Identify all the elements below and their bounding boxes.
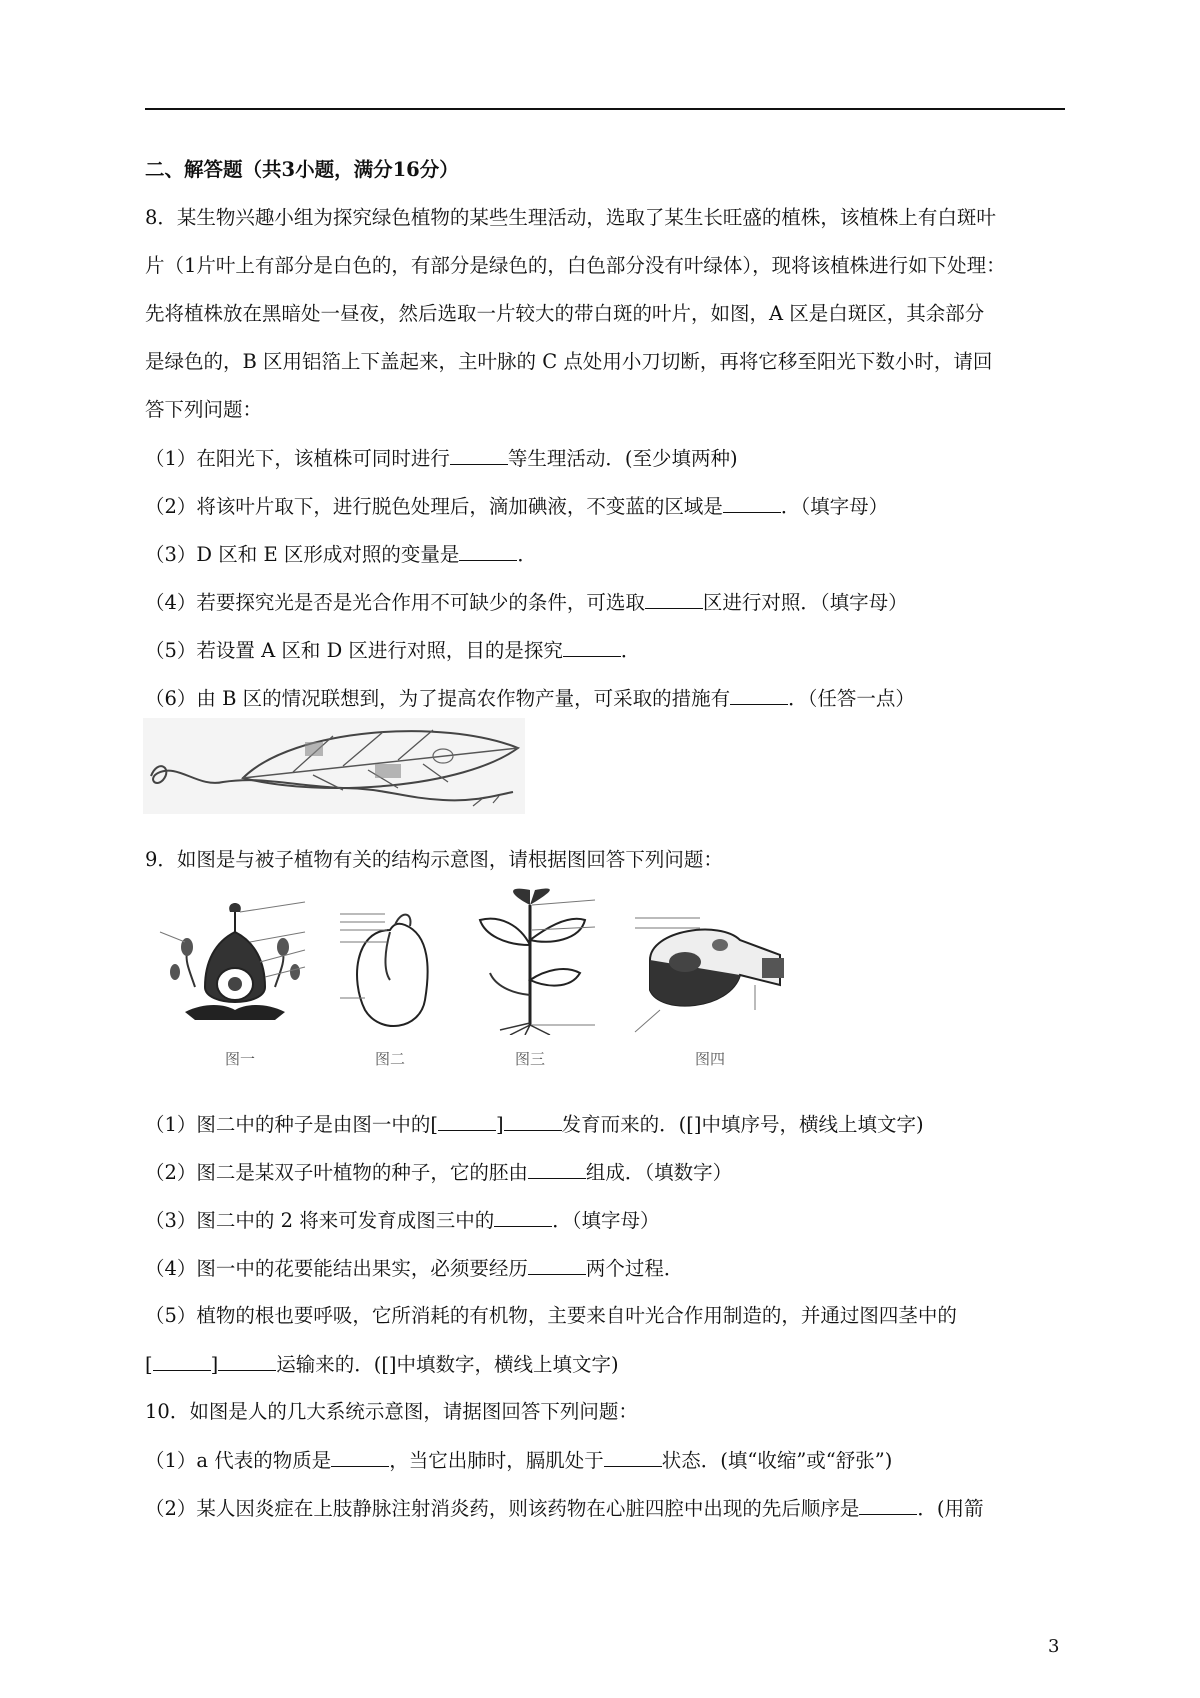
answer-blank[interactable] (563, 638, 621, 657)
section-title: 二、解答题（共3小题，满分16分） (145, 158, 459, 181)
flower-structure-figure (155, 892, 315, 1032)
answer-blank[interactable] (645, 590, 703, 609)
answer-blank[interactable] (450, 446, 508, 465)
answer-blank[interactable] (331, 1448, 389, 1467)
figure-1-caption: 图一 (224, 1050, 255, 1068)
q8-sub-5: （5）若设置 A 区和 D 区进行对照，目的是探究 ． (145, 639, 641, 662)
figure-2-caption: 图二 (374, 1050, 405, 1068)
q10-intro: 10．如图是人的几大系统示意图，请据图回答下列问题： (145, 1400, 638, 1423)
q8-intro-line-4: 是绿色的，B 区用铝箔上下盖起来，主叶脉的 C 点处用小刀切断，再将它移至阳光下数小时，请回 (145, 350, 993, 373)
answer-blank[interactable] (723, 494, 781, 513)
q9-sub-5-line-2: [ ] 运输来的．([]中填数字，横线上填文字) (145, 1353, 619, 1376)
answer-blank[interactable] (528, 1256, 586, 1275)
q9-sub-3: （3）图二中的 2 将来可发育成图三中的 ．（填字母） (145, 1209, 660, 1232)
answer-blank[interactable] (438, 1112, 496, 1131)
stem-structure-figure (630, 900, 800, 1040)
q9-sub-5-line-1: （5）植物的根也要呼吸，它所消耗的有机物，主要来自叶光合作用制造的，并通过图四茎中的 (145, 1304, 957, 1327)
q10-sub-2: （2）某人因炎症在上肢静脉注射消炎药，则该药物在心脏四腔中出现的先后顺序是 ．(用箭 (145, 1497, 984, 1520)
answer-blank[interactable] (153, 1352, 211, 1371)
answer-blank[interactable] (494, 1208, 552, 1227)
q8-sub-3: （3）D 区和 E 区形成对照的变量是 ． (145, 543, 537, 566)
q9-sub-1: （1）图二中的种子是由图一中的[ ] 发育而来的．([]中填序号，横线上填文字) (145, 1113, 924, 1136)
answer-blank[interactable] (504, 1112, 562, 1131)
answer-blank[interactable] (859, 1496, 917, 1515)
q9-intro: 9．如图是与被子植物有关的结构示意图，请根据图回答下列问题： (145, 848, 723, 871)
q8-intro-line-2: 片（1片叶上有部分是白色的，有部分是绿色的，白色部分没有叶绿体），现将该植株进行如下处理： (145, 254, 1006, 277)
figure-4-caption: 图四 (694, 1050, 725, 1068)
leaf-diagram-figure (143, 718, 525, 814)
q9-sub-2: （2）图二是某双子叶植物的种子，它的胚由 组成．（填数字） (145, 1161, 733, 1184)
answer-blank[interactable] (604, 1448, 662, 1467)
header-rule (145, 108, 1065, 110)
answer-blank[interactable] (218, 1352, 276, 1371)
seedling-structure-figure (470, 885, 610, 1035)
figure-3-caption: 图三 (514, 1050, 545, 1068)
q8-sub-1: （1）在阳光下，该植株可同时进行 等生理活动．(至少填两种) (145, 447, 738, 470)
page-number: 3 (1048, 1636, 1060, 1657)
q8-sub-6: （6）由 B 区的情况联想到，为了提高农作物产量，可采取的措施有 ．（任答一点） (145, 687, 915, 710)
seed-structure-figure (335, 900, 445, 1040)
answer-blank[interactable] (730, 686, 788, 705)
q8-sub-4: （4）若要探究光是否是光合作用不可缺少的条件，可选取 区进行对照．（填字母） (145, 591, 908, 614)
q8-sub-2: （2）将该叶片取下，进行脱色处理后，滴加碘液，不变蓝的区域是 ．（填字母） (145, 495, 889, 518)
q8-intro-line-1: 8．某生物兴趣小组为探究绿色植物的某些生理活动，选取了某生长旺盛的植株，该植株上有白斑叶 (145, 206, 996, 229)
answer-blank[interactable] (459, 542, 517, 561)
q8-intro-line-5: 答下列问题： (145, 398, 263, 421)
q10-sub-1: （1）a 代表的物质是 ，当它出肺时，膈肌处于 状态．(填“收缩”或“舒张”) (145, 1449, 893, 1472)
answer-blank[interactable] (528, 1160, 586, 1179)
q8-intro-line-3: 先将植株放在黑暗处一昼夜，然后选取一片较大的带白斑的叶片，如图，A 区是白斑区，其余部分 (145, 302, 985, 325)
q9-sub-4: （4）图一中的花要能结出果实，必须要经历 两个过程． (145, 1257, 684, 1280)
